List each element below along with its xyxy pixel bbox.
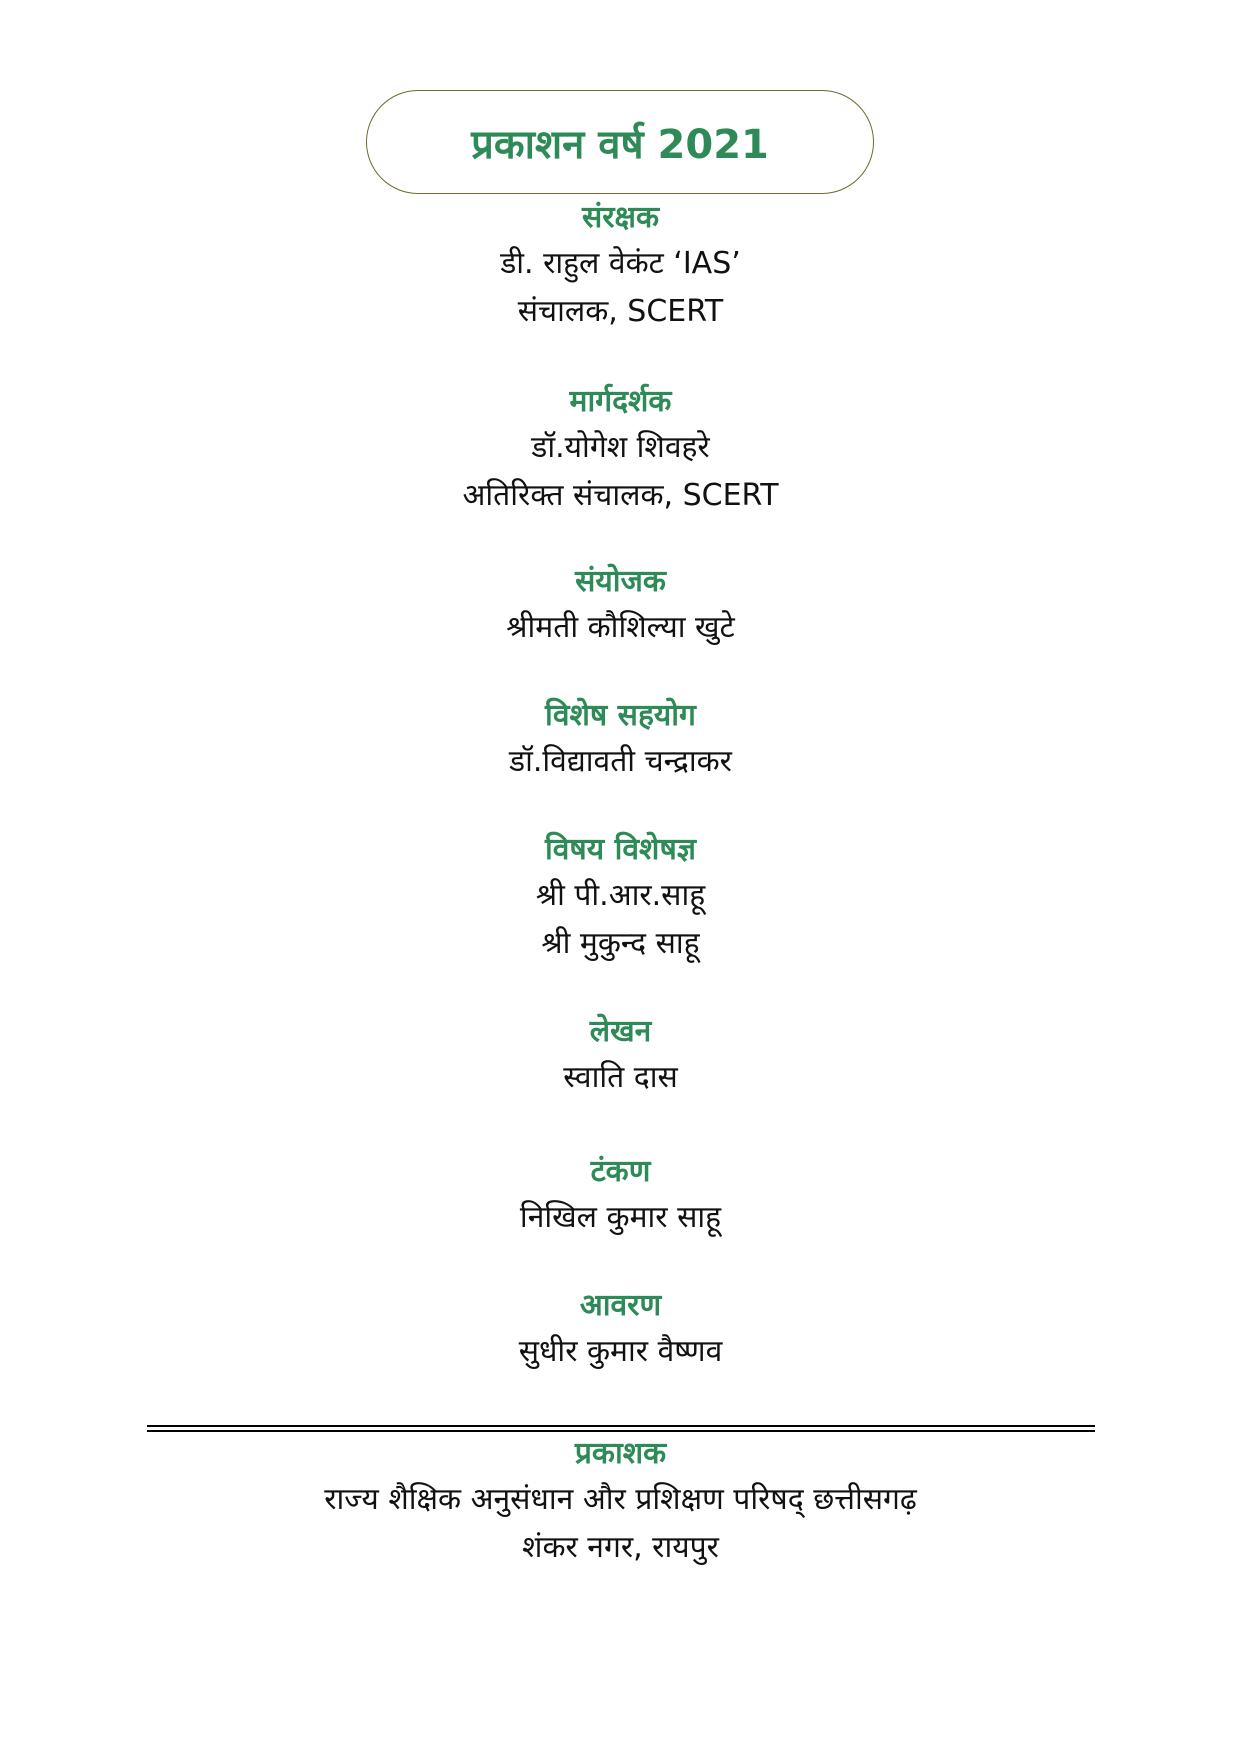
publisher-line: राज्य शैक्षिक अनुसंधान और प्रशिक्षण परिषद् छत्तीसगढ़ [324,1482,917,1517]
section-heading: संरक्षक [581,200,660,235]
section-line: श्रीमती कौशिल्या खुटे [506,610,735,645]
section-heading: टंकण [590,1154,651,1189]
publication-year-box [366,90,874,194]
section-publisher [0,1432,1241,1572]
section-typing [0,1150,1241,1242]
section-heading: विशेष सहयोग [545,698,696,733]
section-line: सुधीर कुमार वैष्णव [518,1334,723,1369]
section-writing [0,1010,1241,1102]
section-line: श्री मुकुन्द साहू [541,926,700,961]
section-special-support [0,694,1241,786]
section-heading: आवरण [579,1288,662,1323]
section-line: डी. राहुल वेकंट ‘IAS’ [500,246,741,281]
section-line: संचालक, SCERT [517,294,724,329]
section-line: श्री पी.आर.साहू [535,878,706,913]
section-line: अतिरिक्त संचालक, SCERT [462,478,779,513]
section-patron [0,196,1241,336]
section-line: डॉ.योगेश शिवहरे [531,430,710,465]
publisher-heading: प्रकाशक [574,1436,667,1471]
section-heading: लेखन [589,1014,652,1049]
section-coordinator [0,560,1241,652]
publication-year-title: प्रकाशन वर्ष 2021 [471,121,769,168]
section-cover [0,1284,1241,1376]
section-guide [0,380,1241,520]
section-line: निखिल कुमार साहू [519,1200,722,1235]
section-heading: संयोजक [575,564,666,599]
publisher-line: शंकर नगर, रायपुर [522,1530,719,1565]
section-line: स्वाति दास [563,1060,678,1095]
section-heading: मार्गदर्शक [569,384,672,419]
section-line: डॉ.विद्यावती चन्द्राकर [509,744,732,779]
divider-line [147,1425,1095,1427]
section-subject-experts [0,828,1241,968]
section-heading: विषय विशेषज्ञ [544,832,697,867]
